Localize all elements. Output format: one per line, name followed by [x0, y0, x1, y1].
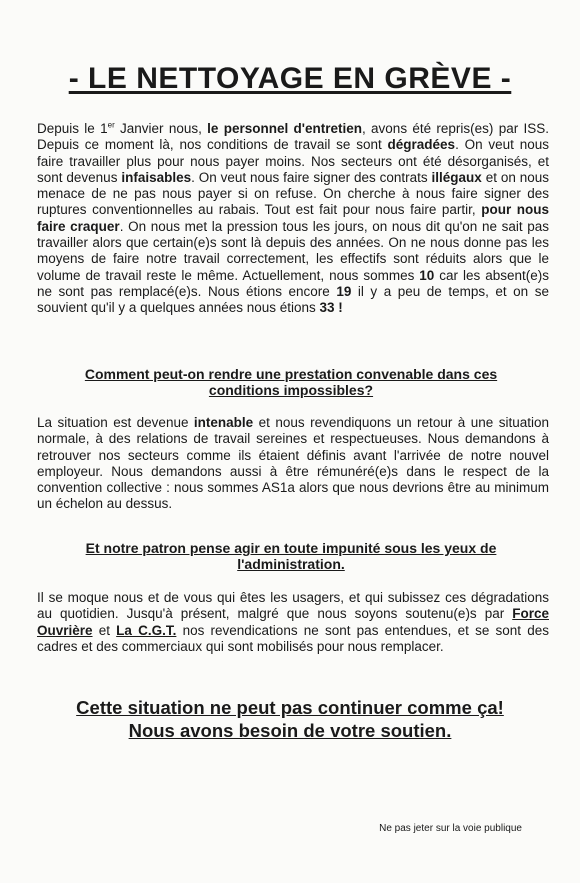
text-span: Depuis le 1: [37, 121, 108, 136]
emphasis-personnel: le personnel d'entretien: [207, 121, 362, 136]
closing-line-2: Nous avons besoin de votre soutien.: [128, 720, 452, 741]
text-span: . On nous met la pression tous les jours, on nous dit qu'on ne sait pas travailler alors que certain(e)s sont là depuis des années. On ne nous donne pas les moyens de faire notre travail correctement, les effectifs sont réduits alors que le volume de travail reste le même. Actuellement, nous sommes: [37, 218, 549, 283]
emphasis-degradees: dégradées: [387, 137, 456, 153]
section-heading-prestation: Comment peut-on rendre une prestation convenable dans ces conditions impossibles?: [84, 366, 498, 398]
text-span: et nous revendiquons un retour à une situation normale, à des relations de travail sereines et respectueuses. Nous demandons à retrouver nos secteurs comme ils étaient définis avant l'arrivée de notre nouvel employeur. Nous demandons aussi à être rémunéré(e)s dans le respect de la convention collective : nous sommes AS1a alors que nous devrions être au minimum un échelon au dessus.: [37, 415, 549, 512]
text-span: . On veut nous faire travailler plus pour nous payer moins. Nos secteurs ont été désorganisés, et sont devenus: [37, 137, 549, 185]
emphasis-infaisables: infaisables: [121, 169, 192, 185]
emphasis-cgt: La C.G.T.: [116, 622, 177, 638]
text-span: et: [92, 622, 117, 638]
emphasis-craquer: pour nous faire craquer: [37, 202, 550, 234]
paragraph-conditions: [37, 121, 549, 317]
text-span: La situation est devenue: [37, 415, 194, 430]
text-span: nos revendications ne sont pas entendues, et se sont des cadres et des commerciaux qui sont mobilisés pour nous remplacer.: [37, 622, 549, 654]
paragraph-demands: [37, 415, 549, 513]
text-span: . On veut nous faire signer des contrats: [191, 169, 432, 185]
emphasis-count-33: 33 !: [319, 300, 343, 316]
text-span: et on nous menace de ne pas nous payer si on refuse. On cherche à nous faire signer des ruptures conventionnelles au rabais. Tout est fait pour nous faire partir,: [37, 169, 550, 218]
text-span: Janvier nous,: [114, 121, 208, 136]
text-span: car les absent(e)s ne sont pas remplacé(e)s. Nous étions encore: [37, 267, 549, 299]
emphasis-force-ouvriere: Force Ouvrière: [37, 606, 549, 638]
closing-line-1: Cette situation ne peut pas continuer comme ça!: [76, 697, 504, 718]
text-span: il y a peu de temps, et on se souvient qu'il y a quelques années nous étions: [37, 283, 549, 316]
closing-appeal: [0, 696, 580, 742]
superscript-er: er: [107, 120, 115, 130]
text-span: Il se moque nous et de vous qui êtes les usagers, et qui subissez ces dégradations au quotidien. Jusqu'à présent, malgré que nous soyons soutenu(e)s par: [37, 590, 549, 622]
section-heading-patron: Et notre patron pense agir en toute impunité sous les yeux de l'administration.: [85, 540, 497, 572]
emphasis-count-10: 10: [419, 267, 435, 283]
paragraph-unions: [37, 590, 549, 655]
emphasis-intenable: intenable: [193, 415, 254, 430]
text-span: , avons été repris(es) par ISS. Depuis ce moment là, nos conditions de travail se sont: [37, 121, 550, 153]
emphasis-count-19: 19: [336, 283, 352, 299]
footer-note: Ne pas jeter sur la voie publique: [379, 823, 522, 834]
leaflet-title: - LE NETTOYAGE EN GRÈVE -: [68, 62, 512, 95]
emphasis-illegaux: illégaux: [431, 169, 482, 185]
